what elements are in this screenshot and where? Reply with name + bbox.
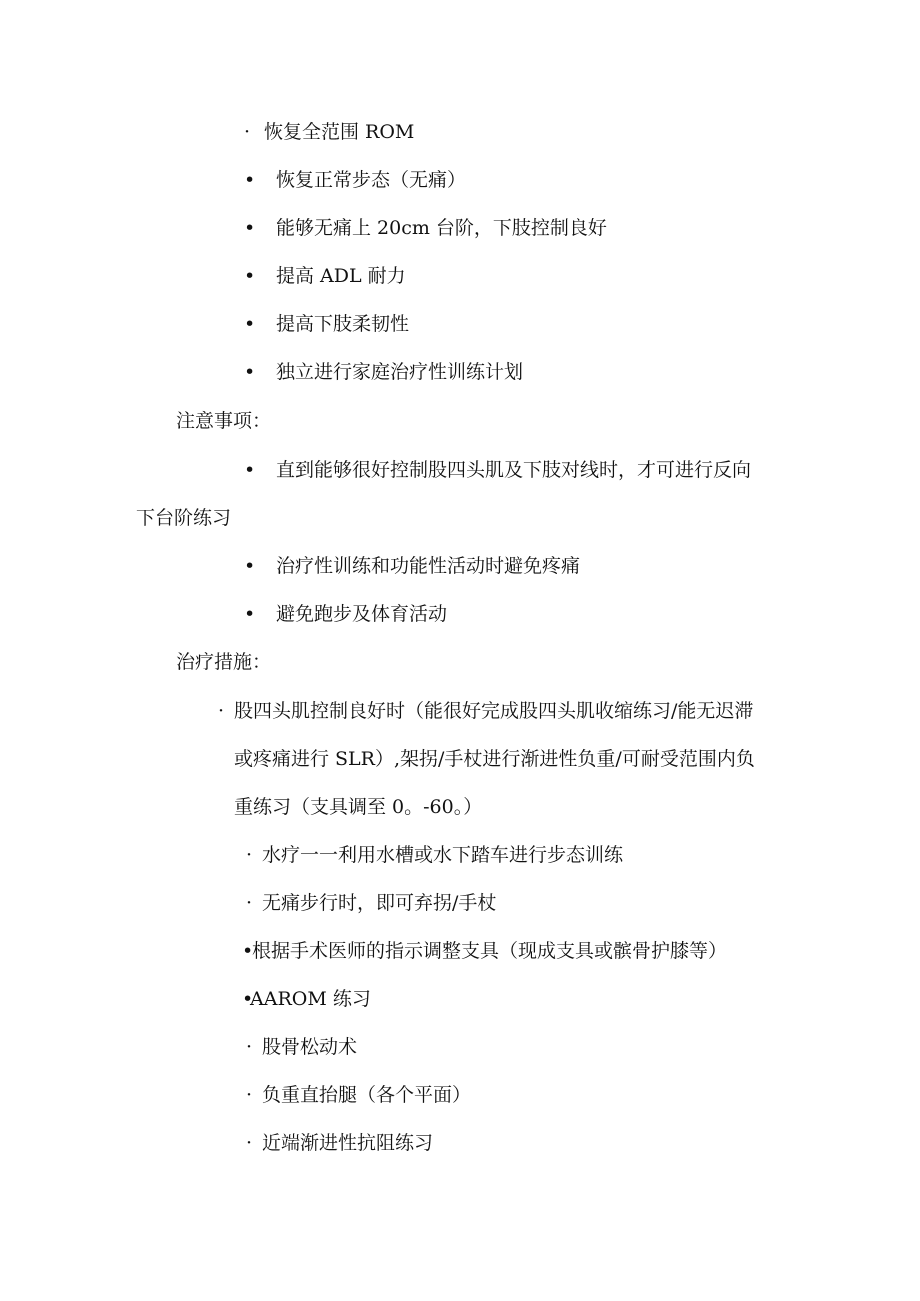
bullet: · (246, 892, 253, 914)
goal-item (244, 120, 414, 144)
precaution-text: 治疗性训练和功能性活动时避免疼痛 (276, 555, 581, 577)
precaution-item (244, 602, 447, 626)
measure-text: 负重直抬腿（各个平面） (262, 1084, 472, 1106)
measure-continuation: 或疼痛进行 SLR）,架拐/手杖进行渐进性负重/可耐受范围内负 (234, 748, 755, 770)
precaution-item (244, 458, 751, 482)
measure-text: 水疗一一利用水槽或水下踏车进行步态训练 (262, 844, 624, 866)
bullet: • (244, 361, 256, 383)
goal-text: 恢复正常步态（无痛） (276, 169, 467, 191)
measure-item (246, 1083, 471, 1107)
bullet: • (244, 555, 256, 577)
bullet: · (218, 700, 225, 722)
precaution-item (244, 554, 580, 578)
measure-continuation: 重练习（支具调至 0。-60。） (234, 796, 483, 818)
measure-item (242, 987, 371, 1011)
goal-text: 提高下肢柔韧性 (276, 313, 410, 335)
goal-item (244, 264, 406, 288)
bullet: • (244, 217, 256, 239)
precaution-text: 直到能够很好控制股四头肌及下肢对线时，才可进行反向 (276, 459, 752, 481)
bullet: · (246, 1084, 253, 1106)
measure-text: AAROM 练习 (250, 988, 371, 1010)
bullet: • (244, 265, 256, 287)
bullet: • (244, 603, 256, 625)
bullet: · (246, 1036, 253, 1058)
bullet: • (242, 940, 254, 962)
goal-item (244, 216, 607, 240)
bullet: • (244, 459, 256, 481)
measure-text: 股四头肌控制良好时（能很好完成股四头肌收缩练习/能无迟滞 (234, 700, 754, 722)
measure-text: 近端渐进性抗阻练习 (262, 1132, 434, 1154)
measure-item (246, 1035, 357, 1059)
goal-item (244, 168, 466, 192)
bullet: • (242, 988, 254, 1010)
section-heading-precautions: 注意事项： (176, 410, 272, 432)
bullet: · (244, 121, 251, 143)
goal-text: 独立进行家庭治疗性训练计划 (276, 361, 524, 383)
precaution-text: 避免跑步及体育活动 (276, 603, 448, 625)
precaution-continuation: 下台阶练习 (136, 507, 232, 529)
measure-item (218, 699, 753, 723)
measure-item (246, 843, 623, 867)
section-heading-measures: 治疗措施： (176, 651, 272, 673)
goal-text: 提高 ADL 耐力 (276, 265, 406, 287)
measure-item (246, 1131, 433, 1155)
bullet: · (246, 844, 253, 866)
goal-item (244, 312, 409, 336)
goal-text: 恢复全范围 ROM (264, 121, 415, 143)
goal-text: 能够无痛上 20cm 台阶，下肢控制良好 (276, 217, 607, 239)
goal-item (244, 360, 523, 384)
measure-text: 无痛步行时，即可弃拐/手杖 (262, 892, 497, 914)
bullet: • (244, 313, 256, 335)
bullet: · (246, 1132, 253, 1154)
measure-item (246, 891, 496, 915)
measure-text: 根据手术医师的指示调整支具（现成支具或髌骨护膝等） (252, 940, 728, 962)
bullet: • (244, 169, 256, 191)
measure-text: 股骨松动术 (262, 1036, 358, 1058)
measure-item (242, 939, 727, 963)
